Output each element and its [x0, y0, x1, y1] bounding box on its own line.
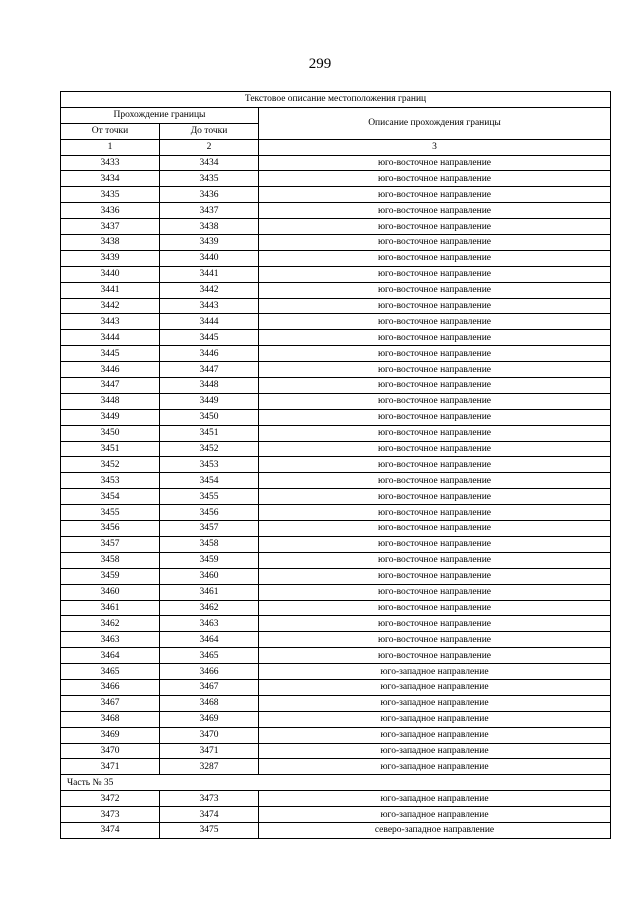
- from-cell: 3474: [61, 822, 160, 838]
- from-cell: 3437: [61, 219, 160, 235]
- from-cell: 3440: [61, 266, 160, 282]
- from-cell: 3468: [61, 711, 160, 727]
- table-row: [61, 679, 611, 695]
- from-cell: 3439: [61, 250, 160, 266]
- table-row: [61, 250, 611, 266]
- description-cell: юго-восточное направление: [259, 409, 611, 425]
- table-row: [61, 568, 611, 584]
- description-cell: юго-восточное направление: [259, 266, 611, 282]
- to-cell: 3473: [160, 791, 259, 807]
- from-cell: 3447: [61, 378, 160, 394]
- table-row: [61, 711, 611, 727]
- description-cell: юго-восточное направление: [259, 155, 611, 171]
- from-cell: 3471: [61, 759, 160, 775]
- table-row: [61, 822, 611, 838]
- description-cell: юго-восточное направление: [259, 203, 611, 219]
- description-cell: юго-восточное направление: [259, 536, 611, 552]
- to-cell: 3463: [160, 616, 259, 632]
- to-cell: 3439: [160, 235, 259, 251]
- from-cell: 3456: [61, 521, 160, 537]
- from-cell: 3451: [61, 441, 160, 457]
- table-row: [61, 155, 611, 171]
- description-cell: юго-восточное направление: [259, 616, 611, 632]
- table-row: [61, 219, 611, 235]
- from-cell: 3461: [61, 600, 160, 616]
- from-cell: 3443: [61, 314, 160, 330]
- from-cell: 3454: [61, 489, 160, 505]
- to-cell: 3468: [160, 695, 259, 711]
- to-cell: 3471: [160, 743, 259, 759]
- description-cell: юго-восточное направление: [259, 282, 611, 298]
- to-cell: 3474: [160, 807, 259, 823]
- to-cell: 3437: [160, 203, 259, 219]
- to-cell: 3435: [160, 171, 259, 187]
- table-row: [61, 584, 611, 600]
- from-cell: 3444: [61, 330, 160, 346]
- description-cell: юго-восточное направление: [259, 632, 611, 648]
- table-row: [61, 807, 611, 823]
- to-cell: 3440: [160, 250, 259, 266]
- to-cell: 3451: [160, 425, 259, 441]
- from-cell: 3469: [61, 727, 160, 743]
- to-cell: 3442: [160, 282, 259, 298]
- table-row: [61, 378, 611, 394]
- table-row: [61, 187, 611, 203]
- from-cell: 3464: [61, 648, 160, 664]
- from-cell: 3473: [61, 807, 160, 823]
- col-number: 1: [61, 139, 160, 155]
- description-cell: юго-западное направление: [259, 727, 611, 743]
- description-cell: юго-восточное направление: [259, 250, 611, 266]
- from-cell: 3436: [61, 203, 160, 219]
- from-cell: 3441: [61, 282, 160, 298]
- to-cell: 3447: [160, 362, 259, 378]
- from-cell: 3449: [61, 409, 160, 425]
- table-row: [61, 282, 611, 298]
- to-cell: 3444: [160, 314, 259, 330]
- description-cell: юго-западное направление: [259, 759, 611, 775]
- table-title: Текстовое описание местоположения границ: [61, 92, 611, 108]
- to-cell: 3443: [160, 298, 259, 314]
- to-cell: 3462: [160, 600, 259, 616]
- from-cell: 3438: [61, 235, 160, 251]
- to-cell: 3449: [160, 393, 259, 409]
- table-row: [61, 330, 611, 346]
- description-cell: юго-восточное направление: [259, 600, 611, 616]
- from-cell: 3458: [61, 552, 160, 568]
- to-cell: 3465: [160, 648, 259, 664]
- description-cell: юго-восточное направление: [259, 441, 611, 457]
- table-row: [61, 235, 611, 251]
- from-cell: 3455: [61, 505, 160, 521]
- table-row: [61, 171, 611, 187]
- description-cell: юго-восточное направление: [259, 235, 611, 251]
- col-number: 3: [259, 139, 611, 155]
- from-cell: 3435: [61, 187, 160, 203]
- description-cell: юго-восточное направление: [259, 584, 611, 600]
- to-cell: 3467: [160, 679, 259, 695]
- description-cell: юго-западное направление: [259, 791, 611, 807]
- table-row: [61, 664, 611, 680]
- table-row: [61, 393, 611, 409]
- description-cell: юго-западное направление: [259, 743, 611, 759]
- table-row: [61, 203, 611, 219]
- table-row: [61, 759, 611, 775]
- description-cell: юго-восточное направление: [259, 298, 611, 314]
- description-cell: юго-восточное направление: [259, 378, 611, 394]
- to-cell: 3458: [160, 536, 259, 552]
- to-cell: 3466: [160, 664, 259, 680]
- from-cell: 3445: [61, 346, 160, 362]
- description-cell: юго-восточное направление: [259, 473, 611, 489]
- description-cell: северо-западное направление: [259, 822, 611, 838]
- from-cell: 3442: [61, 298, 160, 314]
- description-cell: юго-восточное направление: [259, 648, 611, 664]
- description-cell: юго-западное направление: [259, 664, 611, 680]
- to-cell: 3448: [160, 378, 259, 394]
- description-cell: юго-восточное направление: [259, 505, 611, 521]
- table-row: [61, 632, 611, 648]
- description-cell: юго-восточное направление: [259, 489, 611, 505]
- page-number: 299: [308, 56, 332, 72]
- col-from-header: От точки: [61, 123, 160, 139]
- from-cell: 3465: [61, 664, 160, 680]
- section-label: Часть № 35: [61, 775, 611, 791]
- to-cell: 3450: [160, 409, 259, 425]
- to-cell: 3457: [160, 521, 259, 537]
- table-row: [61, 425, 611, 441]
- to-cell: 3455: [160, 489, 259, 505]
- table-row: [61, 505, 611, 521]
- from-cell: 3470: [61, 743, 160, 759]
- description-cell: юго-западное направление: [259, 679, 611, 695]
- table-row: [61, 743, 611, 759]
- to-cell: 3287: [160, 759, 259, 775]
- to-cell: 3438: [160, 219, 259, 235]
- from-cell: 3466: [61, 679, 160, 695]
- table-row: [61, 489, 611, 505]
- from-cell: 3460: [61, 584, 160, 600]
- description-cell: юго-восточное направление: [259, 362, 611, 378]
- from-cell: 3452: [61, 457, 160, 473]
- table-row: [61, 409, 611, 425]
- to-cell: 3446: [160, 346, 259, 362]
- from-cell: 3459: [61, 568, 160, 584]
- to-cell: 3434: [160, 155, 259, 171]
- table-row: [61, 521, 611, 537]
- table-row: [61, 314, 611, 330]
- from-cell: 3457: [61, 536, 160, 552]
- table-row: [61, 791, 611, 807]
- description-cell: юго-восточное направление: [259, 187, 611, 203]
- description-cell: юго-восточное направление: [259, 171, 611, 187]
- table-row: [61, 441, 611, 457]
- description-cell: юго-восточное направление: [259, 457, 611, 473]
- table-row: [61, 600, 611, 616]
- to-cell: 3441: [160, 266, 259, 282]
- table-header-row: [61, 107, 611, 123]
- to-cell: 3453: [160, 457, 259, 473]
- to-cell: 3461: [160, 584, 259, 600]
- table-row: [61, 346, 611, 362]
- column-number-row: [61, 139, 611, 155]
- col-number: 2: [160, 139, 259, 155]
- from-cell: 3463: [61, 632, 160, 648]
- to-cell: 3452: [160, 441, 259, 457]
- description-cell: юго-восточное направление: [259, 346, 611, 362]
- to-cell: 3470: [160, 727, 259, 743]
- description-cell: юго-восточное направление: [259, 393, 611, 409]
- from-cell: 3434: [61, 171, 160, 187]
- table-row: [61, 266, 611, 282]
- description-cell: юго-восточное направление: [259, 521, 611, 537]
- group-header: Прохождение границы: [61, 107, 259, 123]
- table-row: [61, 298, 611, 314]
- boundary-table: [60, 91, 611, 839]
- from-cell: 3453: [61, 473, 160, 489]
- description-cell: юго-восточное направление: [259, 552, 611, 568]
- to-cell: 3469: [160, 711, 259, 727]
- from-cell: 3433: [61, 155, 160, 171]
- description-cell: юго-восточное направление: [259, 330, 611, 346]
- to-cell: 3460: [160, 568, 259, 584]
- description-cell: юго-восточное направление: [259, 314, 611, 330]
- table-row: [61, 457, 611, 473]
- table-row: [61, 616, 611, 632]
- table-row: [61, 552, 611, 568]
- from-cell: 3472: [61, 791, 160, 807]
- to-cell: 3464: [160, 632, 259, 648]
- to-cell: 3454: [160, 473, 259, 489]
- description-cell: юго-восточное направление: [259, 568, 611, 584]
- description-cell: юго-восточное направление: [259, 425, 611, 441]
- description-cell: юго-западное направление: [259, 695, 611, 711]
- description-cell: юго-западное направление: [259, 711, 611, 727]
- table-row: [61, 536, 611, 552]
- to-cell: 3459: [160, 552, 259, 568]
- section-row: [61, 775, 611, 791]
- to-cell: 3436: [160, 187, 259, 203]
- table-row: [61, 362, 611, 378]
- to-cell: 3456: [160, 505, 259, 521]
- description-header: Описание прохождения границы: [259, 107, 611, 139]
- table-row: [61, 727, 611, 743]
- from-cell: 3450: [61, 425, 160, 441]
- table-row: [61, 648, 611, 664]
- from-cell: 3446: [61, 362, 160, 378]
- from-cell: 3467: [61, 695, 160, 711]
- col-to-header: До точки: [160, 123, 259, 139]
- table-title-row: [61, 92, 611, 108]
- from-cell: 3448: [61, 393, 160, 409]
- table-row: [61, 473, 611, 489]
- description-cell: юго-западное направление: [259, 807, 611, 823]
- table-row: [61, 695, 611, 711]
- from-cell: 3462: [61, 616, 160, 632]
- to-cell: 3445: [160, 330, 259, 346]
- description-cell: юго-восточное направление: [259, 219, 611, 235]
- to-cell: 3475: [160, 822, 259, 838]
